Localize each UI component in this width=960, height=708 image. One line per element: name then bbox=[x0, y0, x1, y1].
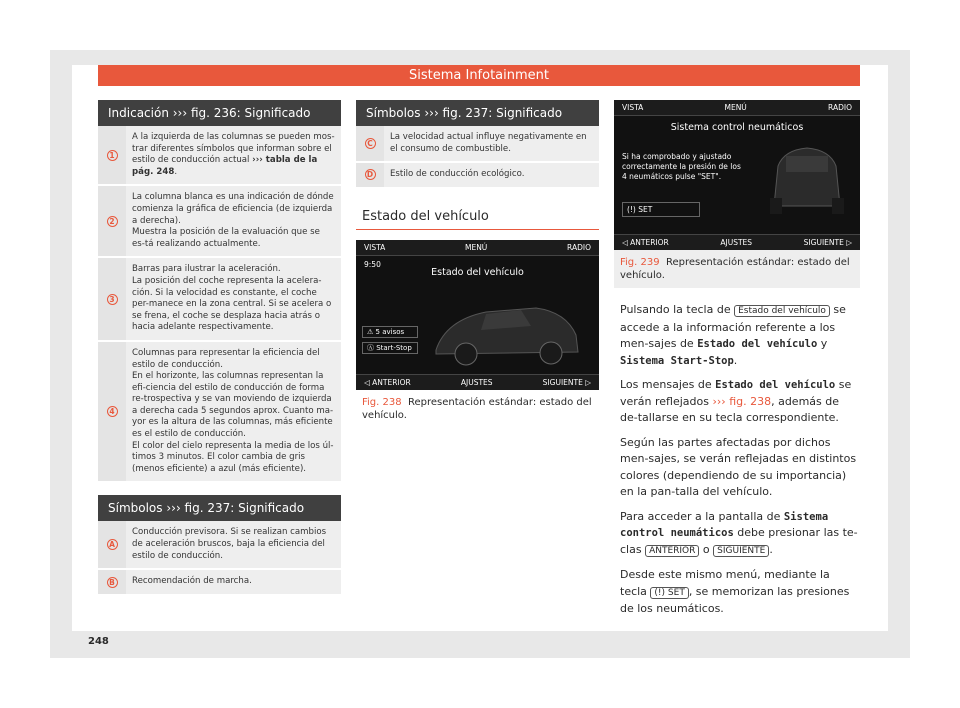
tire-pressure-icon: (!) bbox=[627, 205, 639, 214]
screen-tab-vista: VISTA bbox=[364, 242, 386, 252]
screen-btn-anterior: ◁ ANTERIOR bbox=[622, 238, 669, 247]
paragraph: Para acceder a la pantalla de Sistema control neumáticos debe presionar las te-clas ANTERIOR o SIGUIENTE . bbox=[620, 509, 858, 556]
table-row bbox=[356, 126, 599, 163]
table-row bbox=[98, 126, 341, 186]
table-row bbox=[98, 521, 341, 570]
screen-tab-menu: MENÚ bbox=[724, 103, 747, 112]
screen-title: Sistema control neumáticos bbox=[670, 122, 804, 133]
screen-message: Si ha comprobado y ajustado correctamente la presión de los 4 neumáticos pulse "SET". bbox=[622, 152, 741, 181]
row-description: Estilo de conducción ecológico. bbox=[390, 169, 525, 180]
row-number-cell bbox=[98, 521, 126, 568]
screen-btn-ajustes: AJUSTES bbox=[720, 238, 753, 247]
screen-btn-anterior: ◁ ANTERIOR bbox=[364, 377, 411, 387]
row-description: La columna blanca es una indicación de dónde comienza la gráfica de eficiencia (de izquierda a derecha). Muestra la posición de la evaluación que se es-tá realizando actualmente. bbox=[132, 192, 334, 249]
callout-number: 2 bbox=[107, 216, 118, 227]
table-row bbox=[356, 163, 599, 189]
row-description: Barras para ilustrar la aceleración. La posición del coche representa la acelera-ción. Si la velocidad es constante, el coche per-manece en la zona central. Si se acelera o se frena, el coche se desplaza hacia atrás o hacia adelante respectivamente. bbox=[132, 264, 332, 333]
paragraph: Desde este mismo menú, mediante la tecla (!) SET , se memorizan las presiones de los neumáticos. bbox=[620, 568, 850, 615]
screen-bottom-bar bbox=[356, 374, 599, 390]
screen-tab-menu: MENÚ bbox=[464, 242, 488, 252]
row-number-cell bbox=[98, 342, 126, 482]
table-heading: Indicación ››› fig. 236: Significado bbox=[98, 100, 341, 126]
row-description: La velocidad actual influye negativamente en el consumo de combustible. bbox=[390, 132, 587, 154]
row-number-cell bbox=[98, 186, 126, 256]
table-heading: Símbolos ››› fig. 237: Significado bbox=[98, 495, 341, 521]
table-heading: Símbolos ››› fig. 237: Significado bbox=[356, 100, 599, 126]
screen-btn-siguiente: SIGUIENTE ▷ bbox=[803, 238, 852, 247]
row-description: Conducción previsora. Si se realizan cambios de aceleración bruscos, baja la eficiencia del estilo de conducción. bbox=[132, 527, 327, 561]
screen-btn-ajustes: AJUSTES bbox=[460, 377, 493, 387]
callout-number: 3 bbox=[107, 294, 118, 305]
row-number-cell bbox=[356, 126, 384, 161]
callout-number: B bbox=[107, 577, 118, 588]
screen-bottom-bar bbox=[614, 234, 860, 250]
column-middle bbox=[356, 100, 599, 428]
table-body bbox=[356, 126, 599, 189]
page-header: Sistema Infotainment bbox=[98, 65, 860, 86]
figure-238-screen bbox=[356, 240, 599, 390]
screen-btn-siguiente: SIGUIENTE ▷ bbox=[542, 377, 591, 387]
screen-title: Estado del vehículo bbox=[431, 266, 524, 278]
paragraph: Los mensajes de Estado del vehículo se verán reflejados ››› fig. 238, además de de-tallarse en su tecla correspondiente. bbox=[620, 378, 852, 424]
table-body bbox=[98, 521, 341, 595]
key-set: (!) SET bbox=[650, 587, 688, 599]
callout-number: A bbox=[107, 539, 118, 550]
paragraph: Según las partes afectadas por dichos men-sajes, se verán reflejadas en distintos colores (dependiendo de su importancia) en la pan-talla del vehículo. bbox=[620, 435, 857, 498]
section-title: Estado del vehículo bbox=[356, 209, 599, 230]
key-anterior: ANTERIOR bbox=[645, 545, 699, 557]
table-reference[interactable]: ››› tabla de la pág. 248 bbox=[132, 155, 318, 177]
page-number: 248 bbox=[88, 636, 109, 647]
car-illustration bbox=[426, 290, 586, 368]
screen-tab-radio: RADIO bbox=[567, 242, 591, 252]
callout-number: 1 bbox=[107, 150, 118, 161]
row-number-cell bbox=[98, 258, 126, 340]
screen-top-bar bbox=[356, 240, 599, 256]
figure-link[interactable]: ››› fig. 238 bbox=[712, 394, 772, 408]
row-description: A la izquierda de las columnas se pueden mos-trar diferentes símbolos que informan sobre el estilo de conducción actual ››› tabla de la pág. 248. bbox=[132, 132, 335, 177]
callout-number: D bbox=[365, 169, 376, 180]
figure-239-screen bbox=[614, 100, 860, 250]
row-description: Columnas para representar la eficiencia del estilo de conducción. En el horizonte, las columnas representan la efi-ciencia del estilo de conducción de forma re-trospectiva y se van moviendo de izquierda a derecha cada 5 segundos aprox. Cuanto ma-yor es la altura de las columnas, más eficiente es el estilo de conducción. El color del cielo representa la media de los úl-timos 3 minutos. El color cambia de gris (menos eficiente) a azul (más eficiente). bbox=[132, 347, 334, 474]
callout-number: C bbox=[365, 138, 376, 149]
callout-number: 4 bbox=[107, 406, 118, 417]
figure-caption: Fig. 238 Representación estándar: estado del vehículo. bbox=[362, 396, 592, 421]
row-number-cell bbox=[98, 570, 126, 594]
screen-item-start-stop: Ⓐ Start-Stop bbox=[362, 342, 418, 354]
warning-icon: ⚠ bbox=[367, 327, 376, 336]
table-row bbox=[98, 186, 341, 258]
screen-item-warnings: ⚠ 5 avisos bbox=[362, 326, 418, 338]
column-right bbox=[614, 100, 860, 618]
screen-set-button: (!) SET bbox=[622, 202, 700, 217]
table-row bbox=[98, 258, 341, 342]
paragraph: Pulsando la tecla de Estado del vehículo se accede a la información referente a los men-sajes de Estado del vehículo y Sistema Start-Stop. bbox=[620, 303, 846, 367]
key-siguiente: SIGUIENTE bbox=[713, 545, 769, 557]
car-rear-illustration bbox=[764, 136, 850, 220]
table-row bbox=[98, 342, 341, 484]
table-body bbox=[98, 126, 341, 483]
figure-caption: Fig. 239 Representación estándar: estado del vehículo. bbox=[614, 250, 860, 288]
row-number-cell bbox=[356, 163, 384, 187]
table-row bbox=[98, 570, 341, 596]
key-estado-vehiculo: Estado del vehículo bbox=[734, 305, 830, 317]
row-description: Recomendación de marcha. bbox=[132, 576, 252, 587]
start-stop-icon: Ⓐ bbox=[367, 343, 377, 352]
screen-tab-vista: VISTA bbox=[622, 103, 644, 112]
screen-top-bar bbox=[614, 100, 860, 116]
screen-tab-radio: RADIO bbox=[828, 103, 852, 112]
screen-time: 9:50 bbox=[364, 259, 381, 269]
row-number-cell bbox=[98, 126, 126, 184]
column-left bbox=[98, 100, 341, 596]
